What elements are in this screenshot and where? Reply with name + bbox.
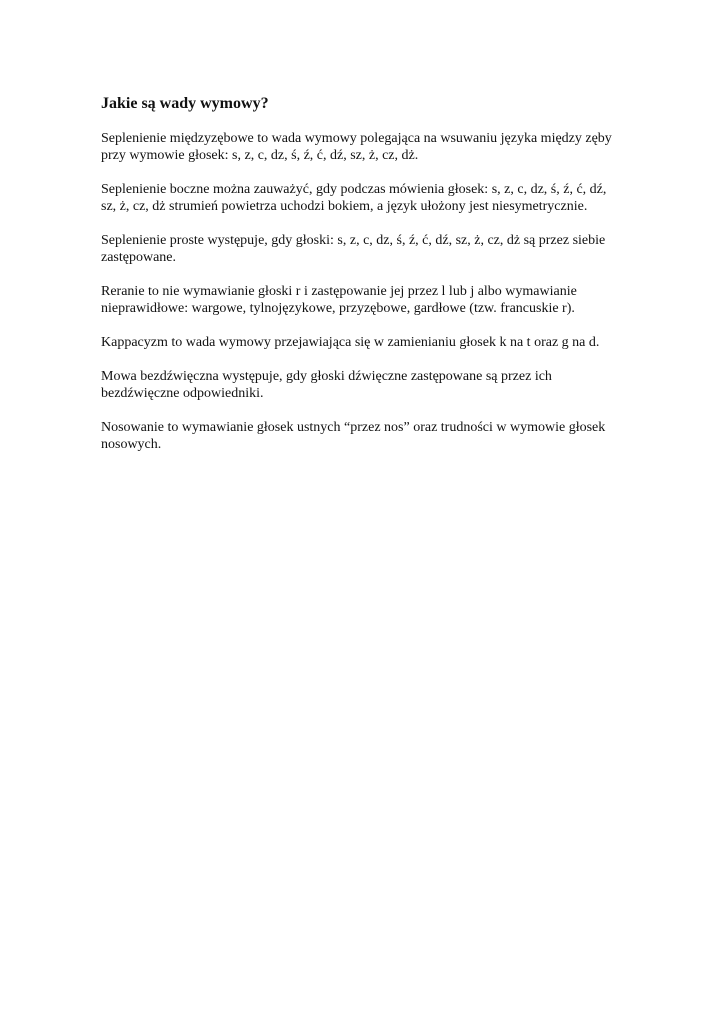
text-line: Nosowanie to wymawianie głosek ustnych “przez nos” oraz trudności w wymowie głosek bbox=[101, 420, 606, 435]
page-title: Jakie są wady wymowy? bbox=[101, 95, 269, 112]
paragraph-reranie bbox=[101, 283, 649, 317]
text-line: Seplenienie międzyzębowe to wada wymowy polegająca na wsuwaniu języka między zęby bbox=[101, 131, 612, 146]
text-line: przy wymowie głosek: s, z, c, dz, ś, ź, ć, dź, sz, ż, cz, dż. bbox=[101, 148, 419, 163]
text-line: Seplenienie boczne można zauważyć, gdy podczas mówienia głosek: s, z, c, dz, ś, ź, ć, dź, bbox=[101, 182, 607, 197]
text-line: Mowa bezdźwięczna występuje, gdy głoski dźwięczne zastępowane są przez ich bbox=[101, 369, 552, 384]
text-line: bezdźwięczne odpowiedniki. bbox=[101, 386, 264, 401]
text-line: Seplenienie proste występuje, gdy głoski: s, z, c, dz, ś, ź, ć, dź, sz, ż, cz, dż są przez siebie bbox=[101, 233, 606, 248]
text-line: zastępowane. bbox=[101, 250, 177, 265]
text-line: nosowych. bbox=[101, 437, 162, 452]
paragraph-mowa-bezdzwieczna bbox=[101, 368, 649, 402]
paragraph-seplenienie-proste bbox=[101, 232, 649, 266]
text-line: nieprawidłowe: wargowe, tylnojęzykowe, przyzębowe, gardłowe (tzw. francuskie r). bbox=[101, 301, 575, 316]
text-line: sz, ż, cz, dż strumień powietrza uchodzi bokiem, a język ułożony jest niesymetrycznie. bbox=[101, 199, 588, 214]
text-line: Kappacyzm to wada wymowy przejawiająca się w zamienianiu głosek k na t oraz g na d. bbox=[101, 335, 600, 350]
text-line: Reranie to nie wymawianie głoski r i zastępowanie jej przez l lub j albo wymawianie bbox=[101, 284, 577, 299]
paragraph-seplenienie-miedzyzebowe bbox=[101, 130, 649, 164]
document-page bbox=[101, 93, 649, 470]
paragraph-nosowanie bbox=[101, 419, 649, 453]
paragraph-kappacyzm bbox=[101, 334, 649, 351]
paragraph-seplenienie-boczne bbox=[101, 181, 649, 215]
